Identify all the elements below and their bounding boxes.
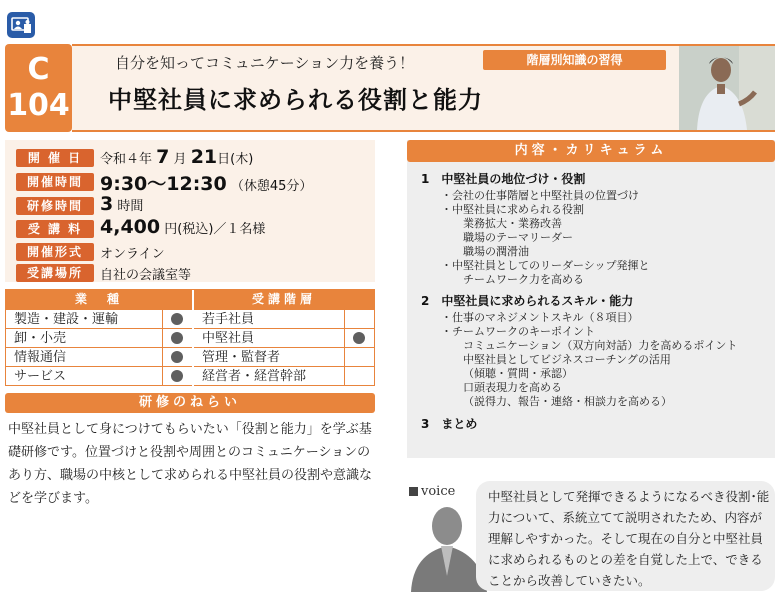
curriculum-item: ・中堅社員に求められる役割 xyxy=(441,203,584,216)
voice-marker xyxy=(409,487,418,496)
level-row: 若手社員 xyxy=(194,309,374,328)
time-value: 9:30〜12:30 （休憩45分） xyxy=(100,173,313,195)
curriculum-item: 職場の潤滑油 xyxy=(463,245,529,258)
curriculum-item: コミュニケーション（双方向対話）力を高めるポイント xyxy=(463,339,738,352)
level-header: 受講階層 xyxy=(194,290,374,309)
voice-text: 中堅社員として発揮できるようになるべき役割･能力について、系統立てて説明されたため、内容が理解しやすかった。そして現在の自分と中堅社員に求められるものとの差を自覚した上で、できることから改善していきたい。 xyxy=(488,489,770,588)
curriculum-item: ・仕事のマネジメントスキル（８項目） xyxy=(441,311,639,324)
course-number: 104 xyxy=(7,88,70,123)
industry-mark-0 xyxy=(171,313,183,325)
column-divider xyxy=(344,309,345,386)
level-row: 中堅社員 xyxy=(194,328,374,347)
format-label: 開催形式 xyxy=(16,243,94,261)
curriculum-section-2: 2 中堅社員に求められるスキル・能力 xyxy=(421,294,634,308)
category-tag: 階層別知識の習得 xyxy=(483,50,666,70)
fee-label: 受 講 料 xyxy=(16,220,94,238)
aim-text: 中堅社員として身につけてもらいたい「役割と能力」を学ぶ基礎研修です。位置づけと役割や周囲とのコミュニケーションのあり方、職場の中核として求められる中堅社員の役割や意識などを学びます。 xyxy=(8,422,373,506)
curriculum-item: ・チームワークのキーポイント xyxy=(441,325,595,338)
curriculum-item: 口頭表現力を高める xyxy=(463,381,562,394)
level-mark-1 xyxy=(353,332,365,344)
curriculum-header: 内容・カリキュラム xyxy=(407,140,775,162)
curriculum-section-3: 3 まとめ xyxy=(421,417,478,431)
venue-label: 受講場所 xyxy=(16,264,94,282)
course-letter: C xyxy=(27,52,50,87)
industry-mark-3 xyxy=(171,370,183,382)
industry-row: 情報通信 xyxy=(6,347,192,366)
industry-header: 業 種 xyxy=(6,290,192,309)
industry-mark-1 xyxy=(171,332,183,344)
curriculum-item: （傾聴・質問・承認） xyxy=(463,367,573,380)
curriculum-item: ・中堅社員としてのリーダーシップ発揮と xyxy=(441,259,650,272)
venue-value: 自社の会議室等 xyxy=(100,268,192,283)
industry-row: 卸・小売 xyxy=(6,328,192,347)
curriculum-section-1: 1 中堅社員の地位づけ・役割 xyxy=(421,172,586,186)
industry-row: サービス xyxy=(6,366,192,385)
course-subtitle: 自分を知ってコミュニケーション力を養う！ xyxy=(115,54,415,72)
time-label: 開催時間 xyxy=(16,173,94,191)
curriculum-item: 業務拡大・業務改善 xyxy=(463,217,562,230)
industry-mark-2 xyxy=(171,351,183,363)
format-value: オンライン xyxy=(100,247,165,262)
date-label: 開 催 日 xyxy=(16,149,94,167)
voice-label: voice xyxy=(421,484,456,499)
curriculum-item: ・会社の仕事階層と中堅社員の位置づけ xyxy=(441,189,639,202)
level-row: 経営者・経営幹部 xyxy=(194,366,374,385)
fee-value: 4,400 円(税込)／１名様 xyxy=(100,216,266,238)
curriculum-item: 職場のテーマリーダー xyxy=(463,231,573,244)
industry-row: 製造・建設・運輸 xyxy=(6,309,192,328)
curriculum-item: 中堅社員としてビジネスコーチングの活用 xyxy=(463,353,671,366)
level-row: 管理・監督者 xyxy=(194,347,374,366)
target-table xyxy=(5,289,375,386)
online-icon xyxy=(7,12,35,38)
column-divider xyxy=(162,309,163,386)
course-title: 中堅社員に求められる役割と能力 xyxy=(108,86,483,114)
date-value: 令和４年 7 月 21日(木) xyxy=(100,146,254,168)
curriculum-item: チームワーク力を高める xyxy=(463,273,584,286)
instructor-photo xyxy=(679,46,775,130)
duration-label: 研修時間 xyxy=(16,197,94,215)
duration-value: 3 時間 xyxy=(100,193,144,215)
curriculum-item: （説得力、報告・連絡・相談力を高める） xyxy=(463,395,672,408)
aim-header: 研修のねらい xyxy=(5,393,375,413)
